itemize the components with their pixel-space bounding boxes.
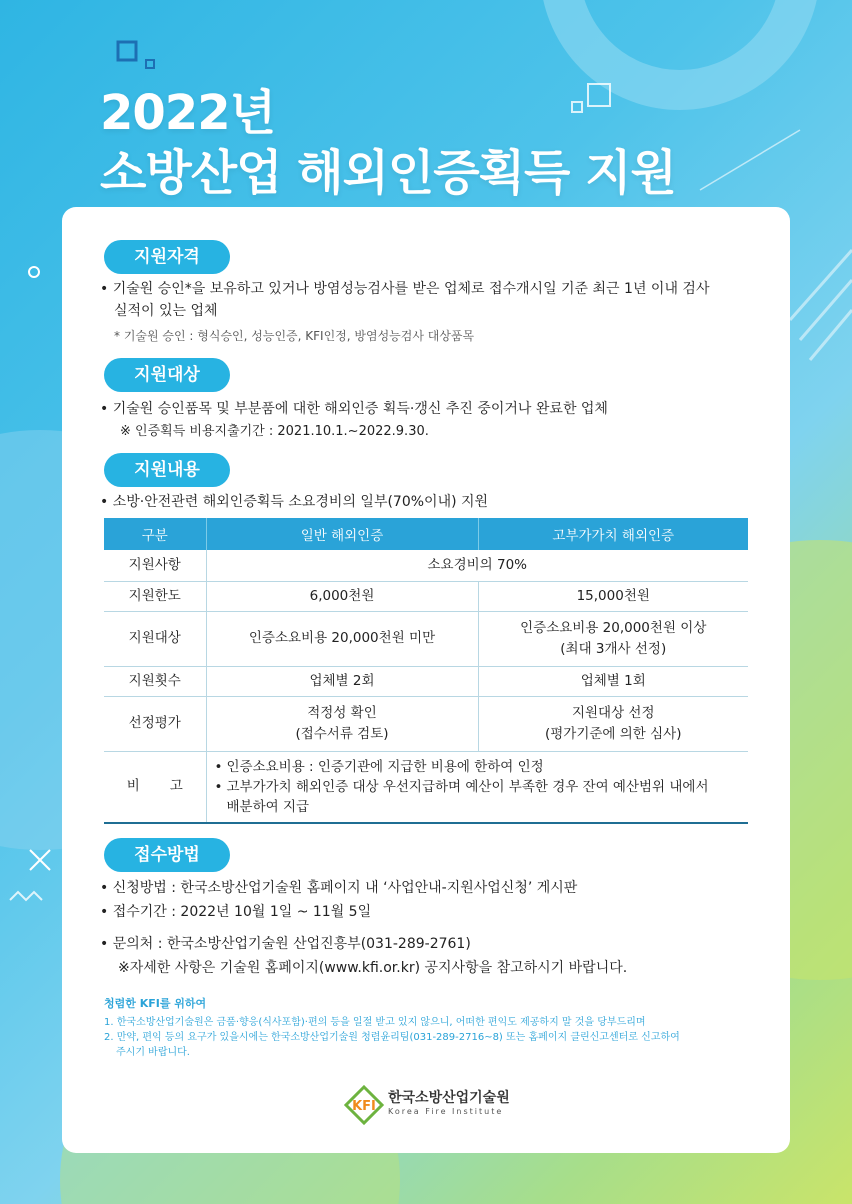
title-year: 2022년 [100,85,275,141]
page-title: 소방산업 해외인증획득 지원 [100,145,676,201]
kfi-logo-icon [344,1085,384,1125]
cell-line: (접수서류 검토) [295,725,389,742]
application-period: • 접수기간 : 2022년 10월 1일 ~ 11월 5일 [100,904,372,920]
svg-text:KFI: KFI [352,1099,376,1114]
integrity-notice [104,995,754,1060]
table-cell: 업체별 2회 [206,666,478,696]
row-label: 선정평가 [104,696,206,751]
section-label-target: 지원대상 [104,358,230,392]
integrity-line: 주시기 바랍니다. [116,1047,190,1058]
application-method: • 신청방법 : 한국소방산업기술원 홈페이지 내 ‘사업안내-지원사업신청’ 게시판 [100,880,578,896]
table-cell: 6,000천원 [206,581,478,611]
table-header: 일반 해외인증 [206,518,478,550]
table-row [104,666,748,696]
section-label-content: 지원내용 [104,453,230,487]
support-table [104,518,748,824]
cell-line: (평가기준에 의한 심사) [545,725,682,742]
table-row [104,550,748,581]
table-row [104,751,748,823]
section-label-eligibility: 지원자격 [104,240,230,274]
row-label: 지원사항 [104,550,206,581]
table-cell [206,696,478,751]
row-label: 지원대상 [104,611,206,666]
table-header-row [104,518,748,550]
integrity-title: 청렴한 KFI를 위하여 [104,997,207,1010]
row-label: 지원한도 [104,581,206,611]
integrity-line: 1. 한국소방산업기술원은 금품·향응(식사포함)·편의 등을 일절 받고 있지 않으니, 어떠한 편익도 제공하지 말 것을 당부드리며 [104,1017,646,1028]
table-cell [478,611,748,666]
eligibility-note: * 기술원 승인 : 형식승인, 성능인증, KFI인정, 방염성능검사 대상품목 [114,329,475,343]
table-cell: 15,000천원 [478,581,748,611]
list-item: • 인증소요비용 : 인증기관에 지급한 비용에 한하여 인정 [213,757,743,777]
section-label-application: 접수방법 [104,838,230,872]
content-card [62,207,790,1153]
target-text: • 기술원 승인품목 및 부분품에 대한 해외인증 획득·갱신 추진 중이거나 완료한 업체 [100,401,608,417]
cell-line: 적정성 확인 [307,704,377,721]
target-note: ※ 인증획득 비용지출기간 : 2021.10.1.~2022.9.30. [120,424,429,439]
eligibility-text-2: 실적이 있는 업체 [114,303,218,319]
row-label: 비 고 [104,751,206,823]
table-header: 구분 [104,518,206,550]
table-cell: 인증소요비용 20,000천원 미만 [206,611,478,666]
application-contact: • 문의처 : 한국소방산업기술원 산업진흥부(031-289-2761) [100,936,471,952]
table-row [104,696,748,751]
table-cell [478,696,748,751]
row-label: 지원횟수 [104,666,206,696]
table-cell: 소요경비의 70% [206,550,748,581]
eligibility-text-1: • 기술원 승인*을 보유하고 있거나 방염성능검사를 받은 업체로 접수개시일 기준 최근 1년 이내 검사 [100,281,710,297]
table-row [104,581,748,611]
list-item: • 고부가가치 해외인증 대상 우선지급하며 예산이 부족한 경우 잔여 예산범위 내에서 배분하여 지급 [213,777,743,817]
table-row [104,611,748,666]
cell-line: 인증소요비용 20,000천원 이상 [520,619,707,636]
content-text: • 소방·안전관련 해외인증획득 소요경비의 일부(70%이내) 지원 [100,494,489,510]
integrity-line: 2. 만약, 편익 등의 요구가 있을시에는 한국소방산업기술원 청렴윤리팀(031-289-2716~8) 또는 홈페이지 클린신고센터로 신고하여 [104,1032,680,1043]
kfi-logo [344,1083,544,1127]
table-cell [206,751,748,823]
logo-name-ko: 한국소방산업기술원 [388,1090,510,1106]
logo-name-en: Korea Fire Institute [388,1107,504,1116]
cell-line: 지원대상 선정 [571,704,655,721]
application-detail: ※자세한 사항은 기술원 홈페이지(www.kfi.or.kr) 공지사항을 참고하시기 바랍니다. [118,960,628,976]
table-header: 고부가가치 해외인증 [478,518,748,550]
cell-line: (최대 3개사 선정) [560,640,667,657]
table-cell: 업체별 1회 [478,666,748,696]
remarks-list [213,757,743,817]
